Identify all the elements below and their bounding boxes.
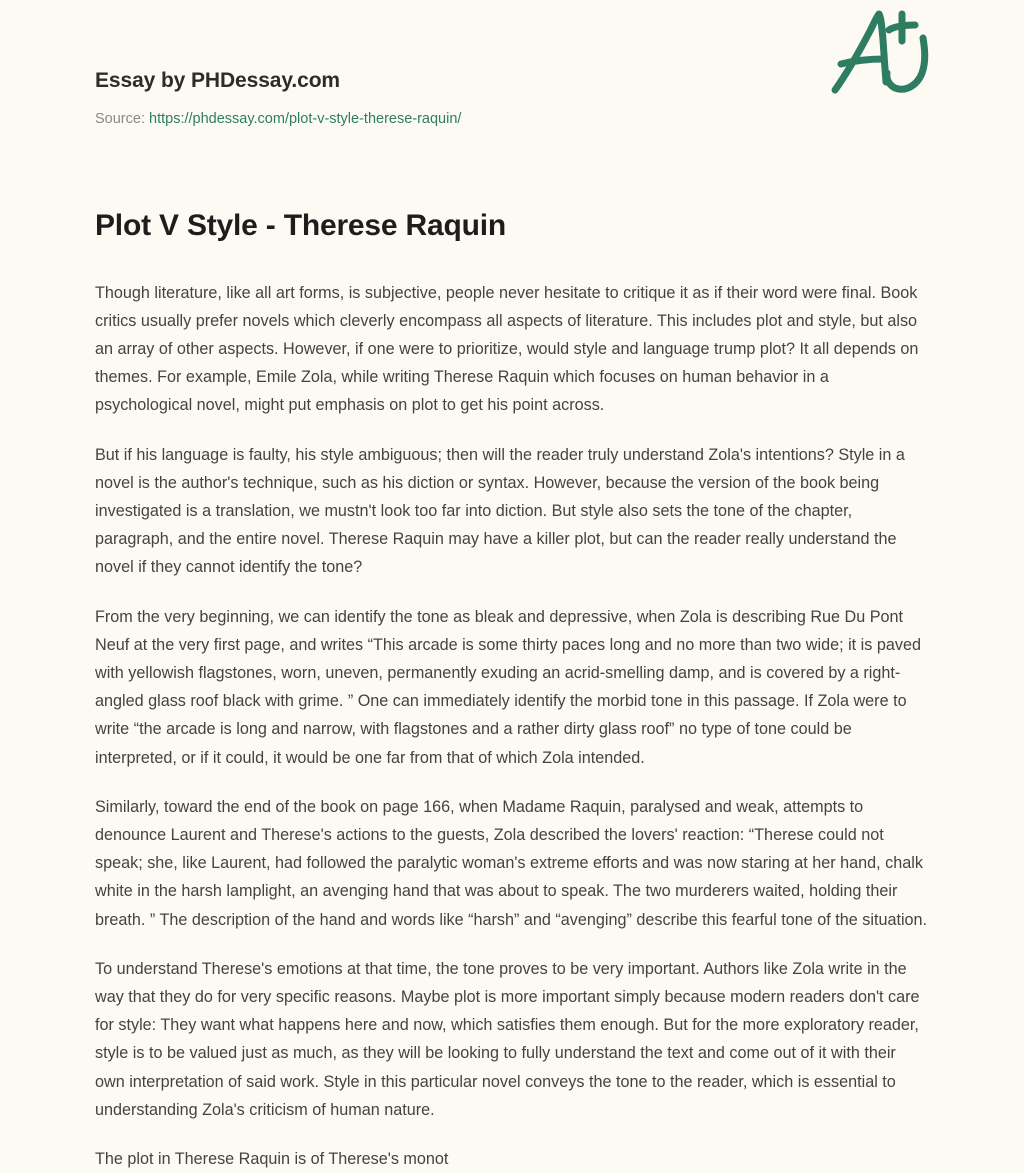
paragraph: The plot in Therese Raquin is of Therese's monot — [95, 1150, 449, 1169]
source-url-link[interactable]: https://phdessay.com/plot-v-style-therese-raquin/ — [149, 111, 462, 128]
paragraph: Similarly, toward the end of the book on page 166, when Madame Raquin, paralysed and weak, attempts to denounce Laurent and Therese's actions to the guests, Zola described the lovers' reaction: “Therese could not speak; she, like Laurent, had followed the paralytic woman's extreme efforts and was now staring at her hand, chalk white in the harsh lamplight, an avenging hand that was about to speak. The two murderers waited, holding their breath. ” The description of the hand and words like “harsh” and “avenging” describe this fearful tone of the situation. — [95, 797, 928, 929]
paragraph: Though literature, like all art forms, is subjective, people never hesitate to critique it as if their word were final. Book critics usually prefer novels which cleverly encompass all aspects of literature. This includes plot and style, but also an array of other aspects. However, if one were to prioritize, would style and language trump plot? It all depends on themes. For example, Emile Zola, while writing Therese Raquin which focuses on human behavior in a psychological novel, might put emphasis on plot to get his point across. — [95, 283, 919, 415]
article-body — [95, 245, 929, 1173]
source-label: Source: — [95, 111, 145, 128]
paragraph: From the very beginning, we can identify the tone as bleak and depressive, when Zola is describing Rue Du Pont Neuf at the very first page, and writes “This arcade is some thirty paces long and no more than two wide; it is paved with yellowish flagstones, worn, uneven, permanently exuding an acrid-smelling damp, and is covered by a right-angled glass roof black with grime. ” One can immediately identify the morbid tone in this passage. If Zola were to write “the arcade is long and narrow, with flagstones and a rather dirty glass roof” no type of tone could be interpreted, or if it could, it would be one far from that of which Zola intended. — [95, 607, 921, 767]
page-header — [95, 0, 929, 129]
aplus-logo-icon — [829, 2, 939, 102]
paragraph: To understand Therese's emotions at that time, the tone proves to be very important. Authors like Zola write in the way that they do for very specific reasons. Maybe plot is more important simply because modern readers don't care for style: They want what happens here and now, which satisfies them enough. But for the more exploratory reader, style is to be valued just as much, as they will be looking to fully understand the text and come out of it with their own interpretation of said work. Style in this particular novel conveys the tone to the reader, which is essential to understanding Zola's criticism of human nature. — [95, 959, 920, 1119]
page-title: Plot V Style - Therese Raquin — [95, 209, 506, 243]
paragraph: But if his language is faulty, his style ambiguous; then will the reader truly understand Zola's intentions? Style in a novel is the author's technique, such as his diction or syntax. However, because the version of the book being investigated is a translation, we mustn't look too far into diction. But style also sets the tone of the chapter, paragraph, and the entire novel. Therese Raquin may have a killer plot, but can the reader really understand the novel if they cannot identify the tone? — [95, 445, 905, 577]
brand-title: Essay by PHDessay.com — [95, 69, 340, 92]
source-line — [95, 110, 929, 129]
